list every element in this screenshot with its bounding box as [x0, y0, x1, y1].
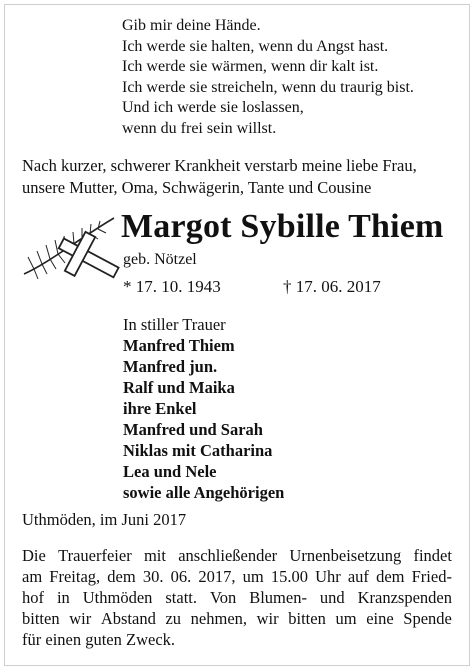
funeral-word: Urnenbeisetzung: [289, 546, 402, 565]
mourner-name: sowie alle Angehörigen: [123, 483, 285, 502]
funeral-word: Kranzspenden: [357, 588, 452, 607]
mourner-name: Niklas mit Catharina: [123, 441, 273, 460]
poem-line: Gib mir deine Hände.: [122, 17, 261, 34]
place-and-date: Uthmöden, im Juni 2017: [22, 510, 187, 529]
funeral-word: um: [335, 609, 357, 628]
life-dates: [123, 277, 423, 299]
funeral-word: in: [56, 588, 70, 607]
funeral-word: Uhr: [315, 567, 341, 586]
funeral-word: 15.00: [270, 567, 308, 586]
funeral-word: um: [242, 567, 264, 586]
funeral-word: findet: [413, 546, 452, 565]
poem: [122, 16, 414, 139]
mourner-name: Manfred jun.: [123, 357, 218, 376]
funeral-word: 06.: [170, 567, 192, 586]
mourner-name: Ralf und Maika: [123, 378, 235, 397]
poem-line: Ich werde sie streicheln, wenn du traurig bist.: [122, 78, 414, 96]
funeral-word: Blumen-: [249, 588, 307, 607]
funeral-word: Freitag,: [49, 567, 101, 586]
funeral-word: und: [319, 588, 345, 607]
cross-with-palm-icon: [22, 212, 122, 287]
funeral-word: bitten: [288, 609, 326, 628]
deceased-name: Margot Sybille Thiem: [121, 208, 444, 245]
mourners-list: [123, 314, 284, 503]
poem-line: Ich werde sie wärmen, wenn dir kalt ist.: [122, 58, 379, 75]
funeral-word: 2017,: [198, 567, 236, 586]
funeral-word: auf: [347, 567, 369, 586]
funeral-word: zu: [165, 609, 182, 628]
poem-line: Und ich werde sie loslassen,: [122, 99, 304, 116]
poem-line: Ich werde sie halten, wenn du Angst hast.: [122, 37, 389, 55]
funeral-word: Fried-: [411, 567, 452, 586]
funeral-word: mit: [143, 546, 166, 565]
funeral-word: wir: [256, 609, 279, 628]
maiden-name: geb. Nötzel: [123, 251, 197, 268]
funeral-word: hof: [22, 588, 44, 607]
mourner-name: Manfred und Sarah: [123, 420, 263, 439]
mourners-heading: In stiller Trauer: [123, 315, 226, 334]
intro-line: Nach kurzer, schwerer Krankheit verstarb meine liebe Frau,: [22, 156, 417, 175]
funeral-line: [22, 629, 452, 650]
funeral-word: statt.: [165, 588, 197, 607]
poem-line: wenn du frei sein willst.: [122, 119, 277, 137]
funeral-word: dem: [107, 567, 136, 586]
funeral-line: [22, 608, 452, 629]
funeral-word: Spende: [403, 609, 452, 628]
funeral-word: Von: [209, 588, 237, 607]
intro-line: unsere Mutter, Oma, Schwägerin, Tante und Cousine: [22, 177, 372, 197]
birth-date: * 17. 10. 1943: [123, 277, 221, 296]
funeral-word: für einen guten Zweck.: [22, 630, 176, 649]
intro-text: [22, 155, 417, 198]
funeral-word: am: [22, 567, 43, 586]
funeral-word: 30.: [142, 567, 164, 586]
funeral-word: Uthmöden: [82, 588, 153, 607]
funeral-line: [22, 545, 452, 566]
funeral-word: bitten: [22, 609, 60, 628]
funeral-word: nehmen,: [190, 609, 248, 628]
funeral-details: [22, 545, 452, 650]
mourner-name: Manfred Thiem: [123, 336, 235, 355]
mourner-name: Lea und Nele: [123, 462, 217, 481]
funeral-word: eine: [366, 609, 394, 628]
funeral-line: [22, 566, 452, 587]
funeral-word: dem: [376, 567, 405, 586]
funeral-word: Die: [22, 546, 46, 565]
funeral-word: anschließender: [178, 546, 278, 565]
funeral-word: wir: [69, 609, 92, 628]
funeral-word: Abstand: [100, 609, 156, 628]
death-date: † 17. 06. 2017: [283, 277, 381, 296]
funeral-line: [22, 587, 452, 608]
funeral-word: Trauerfeier: [58, 546, 132, 565]
mourner-name: ihre Enkel: [123, 399, 197, 418]
